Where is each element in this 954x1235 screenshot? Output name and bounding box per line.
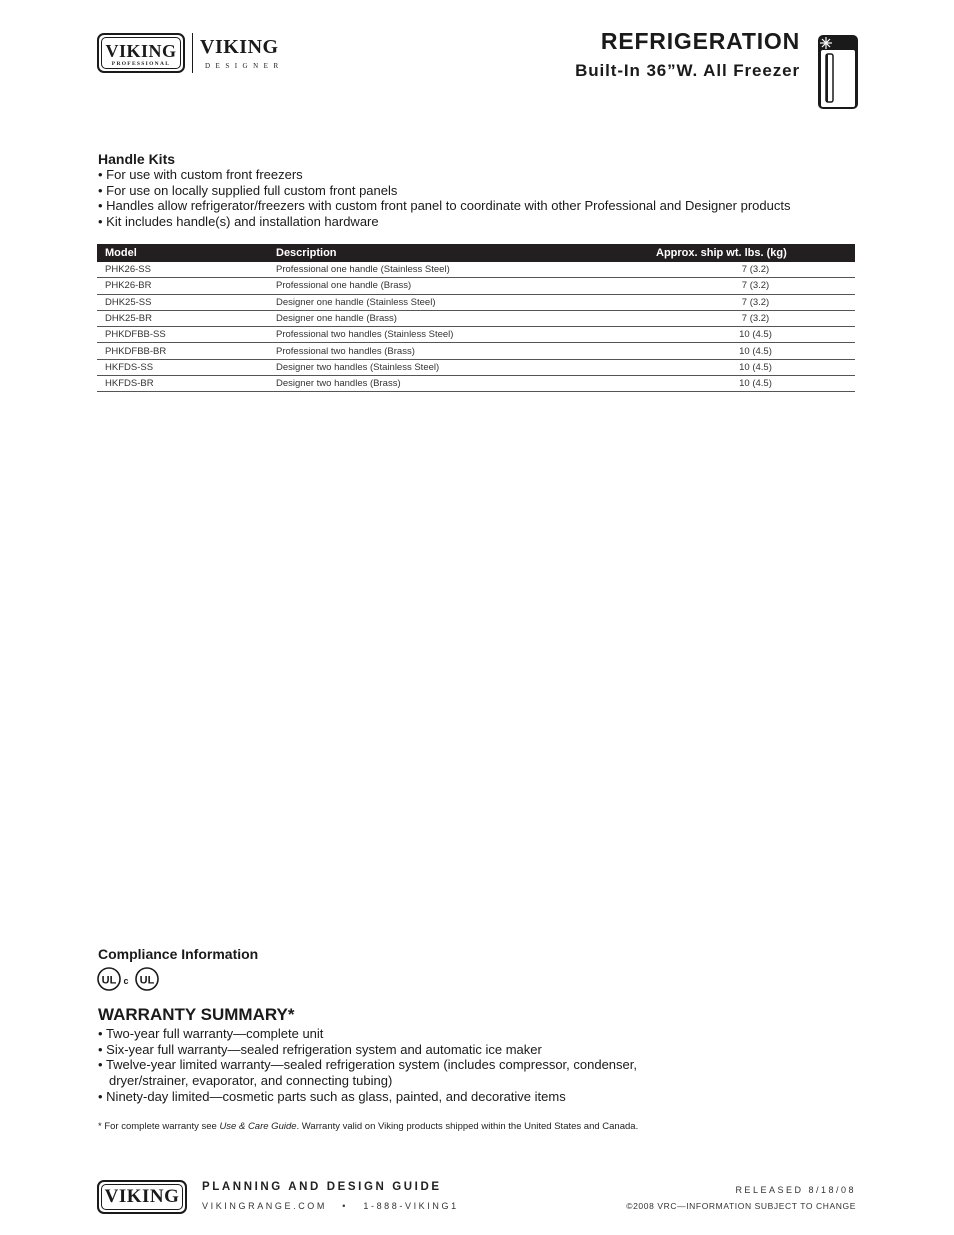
description-cell: Designer two handles (Brass): [268, 376, 656, 392]
table-row: [97, 310, 855, 326]
c-mark-text: c: [123, 976, 129, 986]
table-row: [97, 278, 855, 294]
ul-mark-text: UL: [101, 974, 117, 987]
description-cell: Designer one handle (Brass): [268, 310, 656, 326]
logo-word: VIKING: [104, 1186, 180, 1207]
compliance-title: Compliance Information: [98, 946, 259, 962]
logo-word: VIKING: [200, 36, 279, 58]
list-item: [98, 1026, 637, 1042]
list-item: [98, 1089, 637, 1105]
description-cell: Professional two handles (Stainless Steel): [268, 327, 656, 343]
warranty-footnote: [98, 1121, 638, 1132]
model-cell: HKFDS-SS: [97, 359, 268, 375]
list-item-text: Six-year full warranty—sealed refrigeration system and automatic ice maker: [106, 1041, 542, 1057]
list-item: • For use with custom front freezers: [98, 167, 790, 183]
table-row: [97, 343, 855, 359]
list-item: [98, 1042, 637, 1058]
description-cell: Designer one handle (Stainless Steel): [268, 294, 656, 310]
handle-kits-table: [97, 244, 855, 392]
weight-cell: 7 (3.2): [656, 294, 855, 310]
table-row: [97, 327, 855, 343]
ul-certification-icon: [97, 965, 163, 993]
logo-divider: [192, 33, 193, 73]
table-row: [97, 262, 855, 278]
footnote-text: * For complete warranty see: [98, 1121, 220, 1132]
footer-viking-logo: [97, 1180, 187, 1214]
viking-professional-logo: [97, 33, 185, 73]
description-cell: Designer two handles (Stainless Steel): [268, 359, 656, 375]
weight-cell: 7 (3.2): [656, 310, 855, 326]
footnote-guide-title: Use & Care Guide: [219, 1121, 297, 1132]
list-item-text: Two-year full warranty—complete unit: [105, 1026, 324, 1041]
footer-release-date: RELEASED 8/18/08: [735, 1185, 856, 1195]
logo-word: VIKING: [105, 40, 177, 61]
weight-cell: 7 (3.2): [656, 278, 855, 294]
model-cell: PHKDFBB-SS: [97, 327, 268, 343]
weight-cell: 10 (4.5): [656, 343, 855, 359]
warranty-list: [98, 1026, 637, 1105]
viking-designer-logo: [200, 37, 292, 70]
footnote-text: . Warranty valid on Viking products shipped within the United States and Canada.: [296, 1121, 639, 1132]
weight-cell: 7 (3.2): [656, 262, 855, 278]
weight-cell: 10 (4.5): [656, 376, 855, 392]
list-item: [98, 1057, 637, 1088]
logo-subword: DESIGNER: [205, 62, 284, 70]
page-subtitle: Built-In 36”W. All Freezer: [575, 61, 800, 80]
list-item: • For use on locally supplied full custom front panels: [98, 183, 790, 199]
list-item-text: Twelve-year limited warranty—sealed refrigeration system (includes compressor, condenser,: [105, 1057, 637, 1073]
description-cell: Professional one handle (Brass): [268, 278, 656, 294]
column-header-weight: Approx. ship wt. lbs. (kg): [656, 244, 855, 262]
footer-guide-title: PLANNING AND DESIGN GUIDE: [202, 1181, 442, 1193]
warranty-title: WARRANTY SUMMARY*: [98, 1005, 295, 1024]
model-cell: PHK26-SS: [97, 262, 268, 278]
model-cell: PHK26-BR: [97, 278, 268, 294]
model-cell: PHKDFBB-BR: [97, 343, 268, 359]
logo-subword: PROFESSIONAL: [111, 60, 171, 67]
table-row: [97, 376, 855, 392]
weight-cell: 10 (4.5): [656, 327, 855, 343]
ul-mark-text: UL: [139, 974, 155, 987]
table-row: [97, 294, 855, 310]
list-item-continuation: dryer/strainer, evaporator, and connecting tubing): [109, 1073, 393, 1089]
footer-contact: VIKINGRANGE.COM • 1-888-VIKING1: [202, 1201, 459, 1211]
model-cell: HKFDS-BR: [97, 376, 268, 392]
description-cell: Professional one handle (Stainless Steel): [268, 262, 656, 278]
list-item-text: Ninety-day limited—cosmetic parts such as glass, painted, and decorative items: [106, 1088, 566, 1104]
model-cell: DHK25-BR: [97, 310, 268, 326]
handle-kits-title: Handle Kits: [98, 151, 176, 167]
footer-copyright: ©2008 VRC—INFORMATION SUBJECT TO CHANGE: [626, 1201, 856, 1211]
model-cell: DHK25-SS: [97, 294, 268, 310]
list-item: • Kit includes handle(s) and installation hardware: [98, 214, 790, 230]
page-title: REFRIGERATION: [600, 28, 800, 54]
freezer-icon: [816, 34, 860, 110]
weight-cell: 10 (4.5): [656, 359, 855, 375]
column-header-model: Model: [97, 244, 268, 262]
description-cell: Professional two handles (Brass): [268, 343, 656, 359]
handle-kits-list: [98, 167, 790, 230]
table-header-row: [97, 244, 855, 262]
list-item: • Handles allow refrigerator/freezers with custom front panel to coordinate with other Professional and Designer products: [98, 198, 790, 214]
table-row: [97, 359, 855, 375]
column-header-description: Description: [268, 244, 656, 262]
